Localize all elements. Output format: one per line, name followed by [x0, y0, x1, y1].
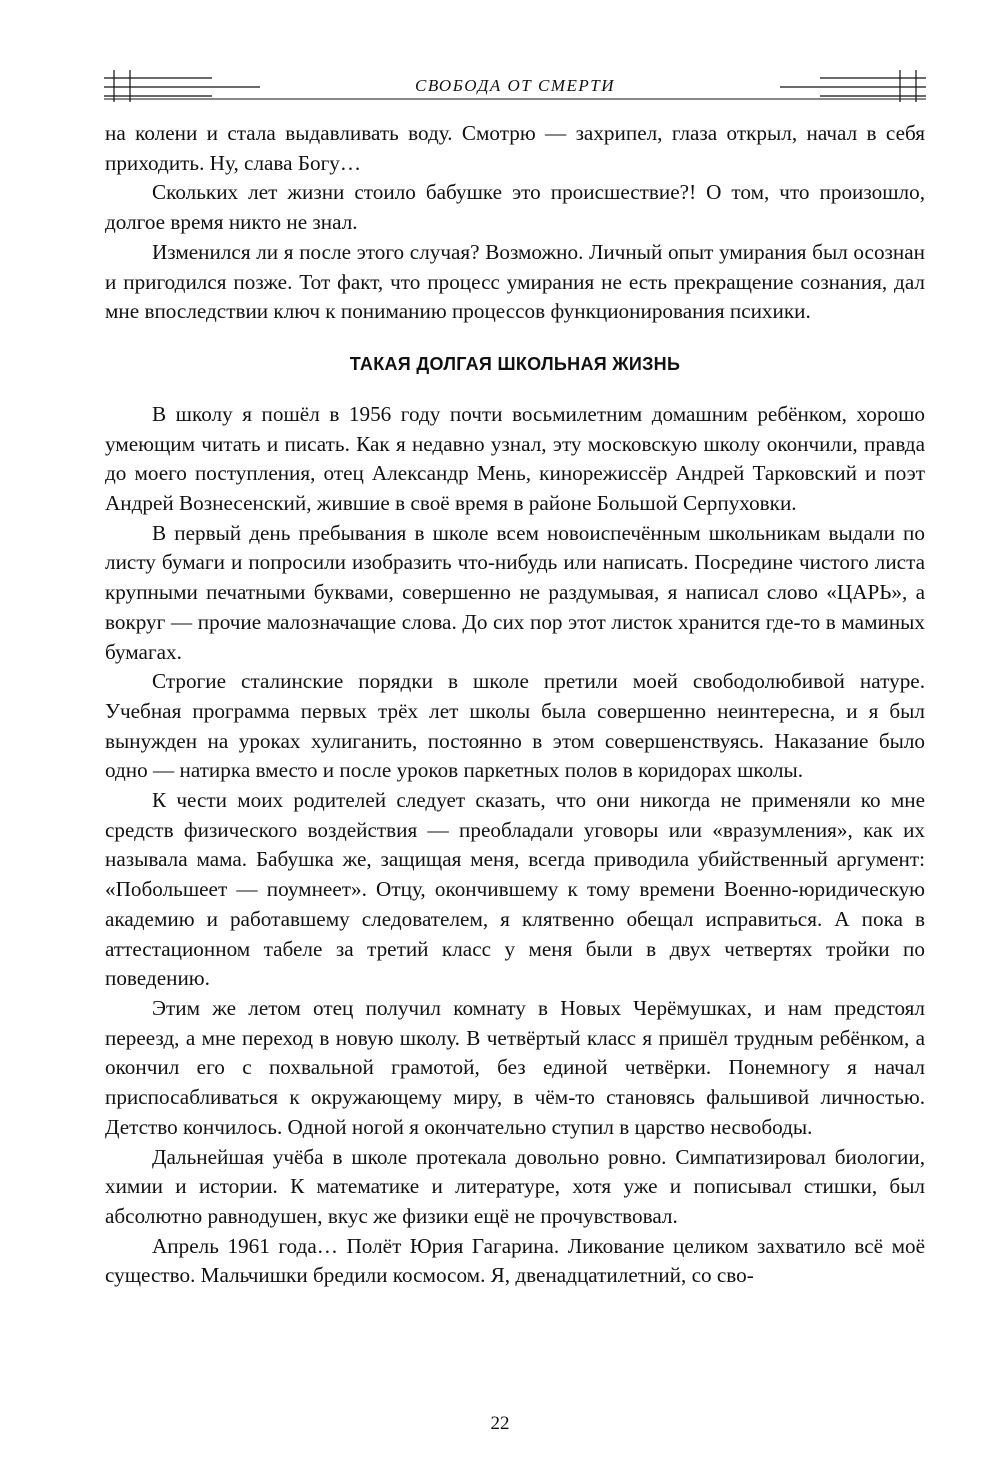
paragraph: Изменился ли я после этого случая? Возможно. Личный опыт умирания был осознан и пригодился позже. Тот факт, что процесс умирания не есть прекращение сознания, дал мне впоследствии ключ к пониманию процессов функционирования психики. — [105, 239, 925, 324]
paragraph: Дальнейшая учёба в школе протекала довольно ровно. Симпатизировал биологии, химии и истории. К математике и литературе, хотя уже и пописывал стишки, был абсолютно равнодушен, вкус же физики ещё не прочувствовал. — [105, 1144, 925, 1228]
paragraph: Этим же летом отец получил комнату в Новых Черёмушках, и нам предстоял переезд, а мне переход в новую школу. В четвёртый класс я пришёл трудным ребёнком, а окончил его с похвальной грамотой, без единой четвёрки. Понемногу я начал приспосабливаться к окружающему миру, в чём-то становясь фальшивой личностью. Детство кончилось. Одной ногой я окончательно ступил в царство несвободы. — [105, 995, 925, 1139]
paragraph-continued: на колени и стала выдавливать воду. Смотрю — захрипел, глаза открыл, начал в себя приходить. Ну, слава Богу… — [105, 121, 925, 175]
paragraph: Скольких лет жизни стоило бабушке это происшествие?! О том, что произошло, долгое время никто не знал. — [105, 180, 925, 235]
page-number: 22 — [490, 1413, 510, 1434]
running-title: СВОБОДА ОТ СМЕРТИ — [414, 76, 615, 95]
paragraph: В первый день пребывания в школе всем новоиспечённым школьникам выдали по листу бумаги и попросили изобразить что-нибудь или написать. Посредине чистого листа крупными печатными буквами, совершенно не раздумывая, я написал слово «ЦАРЬ», а вокруг — прочие малозначащие слова. До сих пор этот листок хранится где-то в маминых бумагах. — [105, 520, 925, 664]
paragraph: В школу я пошёл в 1956 году почти восьмилетним домашним ребёнком, хорошо умеющим читать и писать. Как я недавно узнал, эту московскую школу окончили, правда до моего поступления, отец Александр Мень, кинорежиссёр Андрей Тарковский и поэт Андрей Вознесенский, жившие в своё время в районе Большой Серпуховки. — [105, 401, 925, 516]
running-header — [100, 66, 930, 106]
paragraph: Апрель 1961 года… Полёт Юрия Гагарина. Ликование целиком захватило всё моё существо. Мальчишки бредили космосом. Я, двенадцатилетний, со сво- — [105, 1233, 925, 1288]
body-text — [105, 119, 925, 1291]
paragraph: Строгие сталинские порядки в школе претили моей свободолюбивой натуре. Учебная программа первых трёх лет школы была совершенно неинтересна, и я был вынужден на уроках хулиганить, постоянно в этом совершенствуясь. Наказание было одно — натирка вместо и после уроков паркетных полов в коридорах школы. — [105, 669, 925, 783]
paragraph: К чести моих родителей следует сказать, что они никогда не применяли ко мне средств физического воздействия — преобладали уговоры или «вразумления», как их называла мама. Бабушка же, защищая меня, всегда приводила убийственный аргумент: «Побольшеет — поумнеет». Отцу, окончившему к тому времени Военно-юридическую академию и работавшему следователем, я клятвенно обещал исправиться. А пока в аттестационном табеле за третий класс у меня были в двух четвертях тройки по поведению. — [105, 788, 925, 991]
section-heading: ТАКАЯ ДОЛГАЯ ШКОЛЬНАЯ ЖИЗНЬ — [349, 353, 681, 374]
